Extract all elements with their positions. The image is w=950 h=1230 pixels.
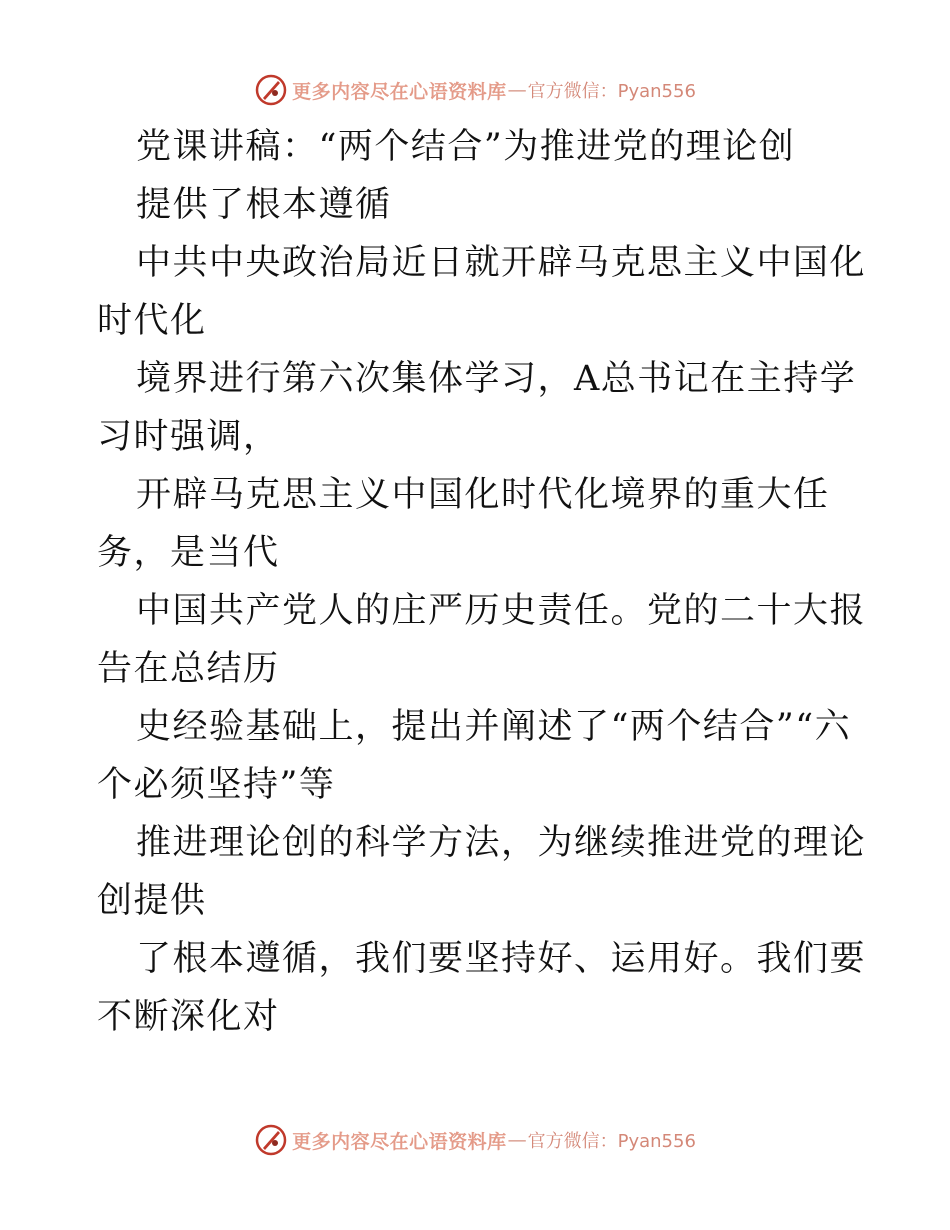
header-watermark <box>0 70 950 110</box>
paragraph: 中国共产党人的庄严历史责任。党的二十大报告在总结历 <box>97 591 867 689</box>
footer-watermark <box>0 1120 950 1160</box>
watermark-wechat-text: 官方微信：Pyan556 <box>527 81 696 102</box>
watermark-site-text: 更多内容尽在心语资料库 <box>292 80 507 103</box>
paragraph: 了根本遵循，我们要坚持好、运用好。我们要不断深化对 <box>97 939 867 1037</box>
quill-circle-logo-icon <box>254 73 288 107</box>
paragraph: 境界进行第六次集体学习，A总书记在主持学习时强调， <box>97 359 857 457</box>
paragraph: 推进理论创的科学方法，为继续推进党的理论创提供 <box>97 823 867 921</box>
document-body <box>97 118 877 1046</box>
paragraph: 开辟马克思主义中国化时代化境界的重大任务，是当代 <box>97 475 830 573</box>
watermark-dash: — <box>507 1129 527 1151</box>
watermark-dash: — <box>507 79 527 101</box>
paragraph: 中共中央政治局近日就开辟马克思主义中国化时代化 <box>97 243 867 341</box>
quill-circle-logo-icon <box>254 1123 288 1157</box>
watermark-wechat-text: 官方微信：Pyan556 <box>527 1131 696 1152</box>
document-title-line-1: 党课讲稿：“两个结合”为推进党的理论创 <box>136 127 796 167</box>
paragraph: 史经验基础上，提出并阐述了“两个结合”“六个必须坚持”等 <box>97 707 852 805</box>
watermark-site-text: 更多内容尽在心语资料库 <box>292 1130 507 1153</box>
document-title-line-2: 提供了根本遵循 <box>136 185 392 225</box>
